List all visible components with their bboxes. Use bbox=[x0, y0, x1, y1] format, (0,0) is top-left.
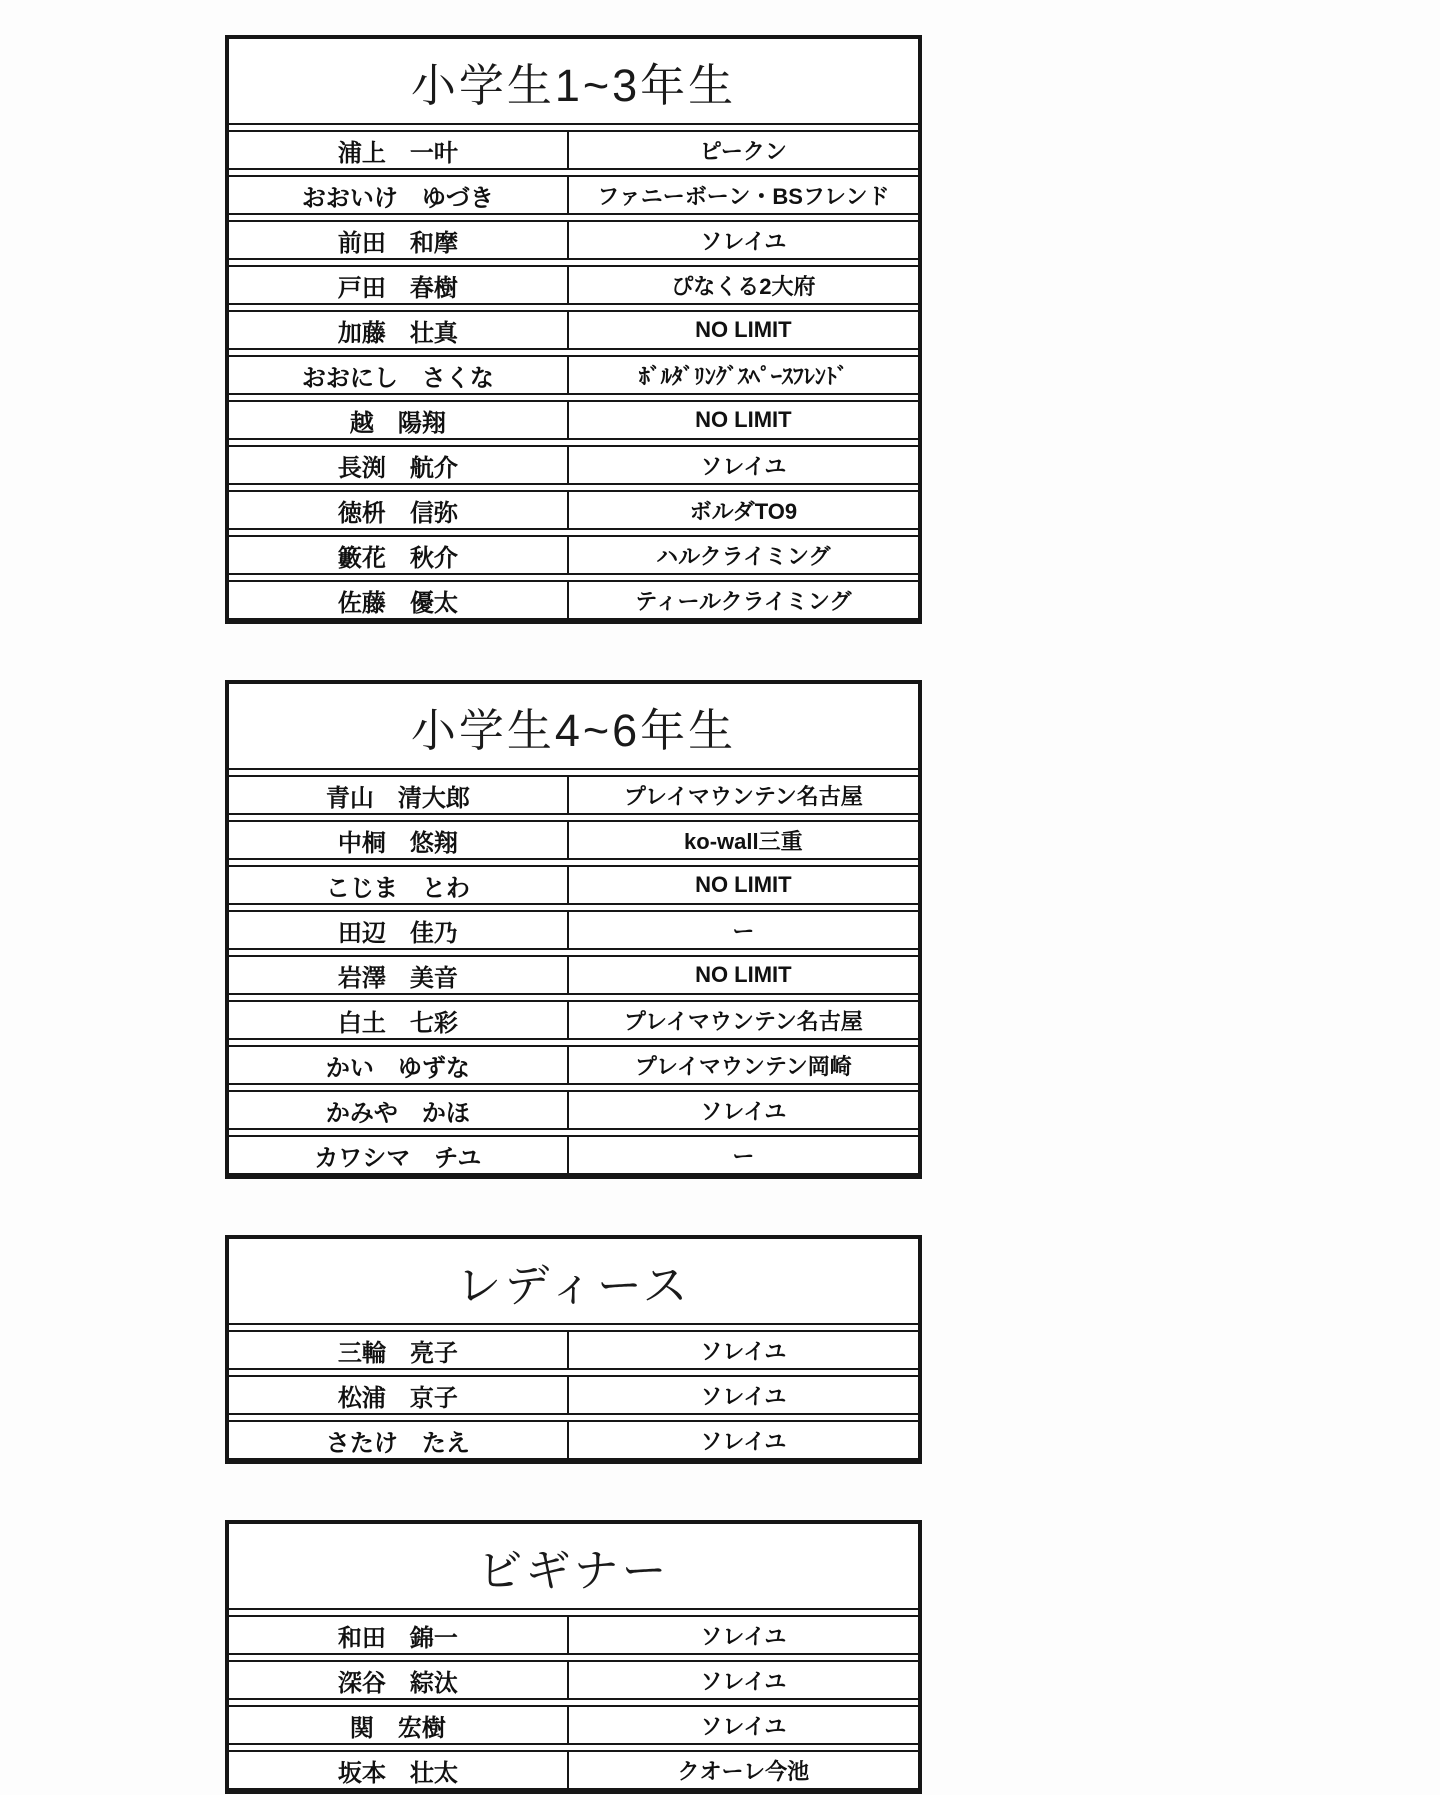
participant-name: 越 陽翔 bbox=[229, 402, 569, 438]
participant-rows bbox=[229, 1615, 918, 1790]
participant-name: 戸田 春樹 bbox=[229, 267, 569, 303]
participant-name: 岩澤 美音 bbox=[229, 957, 569, 993]
team-name: NO LIMIT bbox=[695, 317, 792, 342]
team-name: プレイマウンテン名古屋 bbox=[623, 783, 863, 809]
participant-name: 和田 錦一 bbox=[229, 1617, 569, 1653]
participant-row bbox=[229, 1705, 918, 1745]
participant-name: カワシマ チユ bbox=[229, 1137, 569, 1173]
participant-name: 加藤 壮真 bbox=[229, 312, 569, 348]
team-name: ピークン bbox=[699, 138, 787, 164]
team-name: NO LIMIT bbox=[695, 872, 792, 897]
participant-name: 関 宏樹 bbox=[229, 1707, 569, 1743]
participant-name: 青山 清大郎 bbox=[229, 777, 569, 813]
team-name: ソレイユ bbox=[700, 1713, 787, 1739]
participant-row bbox=[229, 265, 918, 305]
participant-rows bbox=[229, 775, 918, 1175]
participant-row bbox=[229, 445, 918, 485]
participant-name: 徳枡 信弥 bbox=[229, 492, 569, 528]
participant-name: 佐藤 優太 bbox=[229, 582, 569, 618]
participant-rows bbox=[229, 130, 918, 620]
team-name: ソレイユ bbox=[700, 1623, 787, 1649]
team-name: ソレイユ bbox=[700, 1383, 787, 1409]
participant-name: 坂本 壮太 bbox=[229, 1752, 569, 1788]
participant-name: さたけ たえ bbox=[229, 1422, 569, 1458]
participant-row bbox=[229, 580, 918, 620]
team-name: ko-wall三重 bbox=[684, 828, 803, 854]
participant-row bbox=[229, 310, 918, 350]
team-name: ﾎﾞﾙﾀﾞﾘﾝｸﾞｽﾍﾟｰｽﾌﾚﾝﾄﾞ bbox=[638, 363, 848, 389]
team-name: ー bbox=[732, 1143, 755, 1169]
participant-row bbox=[229, 355, 918, 395]
team-name: ー bbox=[732, 918, 755, 944]
participant-row bbox=[229, 490, 918, 530]
team-name: ハルクライミング bbox=[656, 543, 831, 569]
team-name: ソレイユ bbox=[700, 1338, 787, 1364]
participant-name: 白土 七彩 bbox=[229, 1002, 569, 1038]
participant-row bbox=[229, 1375, 918, 1415]
participant-name: こじま とわ bbox=[229, 867, 569, 903]
participant-row bbox=[229, 1750, 918, 1790]
team-name: ソレイユ bbox=[700, 1428, 787, 1454]
team-name: プレイマウンテン岡崎 bbox=[634, 1053, 852, 1079]
participant-name: おおいけ ゆづき bbox=[229, 177, 569, 213]
category-table bbox=[225, 680, 922, 1179]
participant-row bbox=[229, 1660, 918, 1700]
participant-row bbox=[229, 175, 918, 215]
participant-name: 前田 和摩 bbox=[229, 222, 569, 258]
team-name: ぴなくる2大府 bbox=[671, 273, 816, 299]
participant-row bbox=[229, 955, 918, 995]
participant-row bbox=[229, 535, 918, 575]
participant-row bbox=[229, 1615, 918, 1655]
participant-row bbox=[229, 1090, 918, 1130]
team-name: ソレイユ bbox=[700, 1668, 787, 1694]
team-name: ソレイユ bbox=[700, 453, 787, 479]
participant-name: 田辺 佳乃 bbox=[229, 912, 569, 948]
category-table bbox=[225, 35, 922, 624]
participant-name: 籔花 秋介 bbox=[229, 537, 569, 573]
participant-name: おおにし さくな bbox=[229, 357, 569, 393]
team-name: ボルダTO9 bbox=[689, 498, 798, 524]
participant-row bbox=[229, 865, 918, 905]
category-title: ビギナー bbox=[229, 1524, 918, 1610]
team-name: ソレイユ bbox=[700, 1098, 787, 1124]
participant-row bbox=[229, 775, 918, 815]
participant-row bbox=[229, 130, 918, 170]
team-name: ソレイユ bbox=[700, 228, 787, 254]
team-name: プレイマウンテン名古屋 bbox=[623, 1008, 863, 1034]
team-name: NO LIMIT bbox=[695, 962, 792, 987]
participant-name: 松浦 京子 bbox=[229, 1377, 569, 1413]
category-title: 小学生4~6年生 bbox=[229, 684, 918, 770]
team-name: クオーレ今池 bbox=[677, 1758, 810, 1784]
participant-row bbox=[229, 220, 918, 260]
participant-row bbox=[229, 1420, 918, 1460]
participant-name: 三輪 亮子 bbox=[229, 1332, 569, 1368]
team-name: ティールクライミング bbox=[635, 588, 852, 614]
participant-row bbox=[229, 910, 918, 950]
participant-name: 中桐 悠翔 bbox=[229, 822, 569, 858]
participant-row bbox=[229, 1000, 918, 1040]
participant-name: 浦上 一叶 bbox=[229, 132, 569, 168]
participant-row bbox=[229, 1330, 918, 1370]
participant-name: 長渕 航介 bbox=[229, 447, 569, 483]
category-title: レディース bbox=[229, 1239, 918, 1325]
participant-row bbox=[229, 820, 918, 860]
category-table bbox=[225, 1520, 922, 1794]
team-name: NO LIMIT bbox=[695, 407, 792, 432]
category-title: 小学生1~3年生 bbox=[229, 39, 918, 125]
participant-name: かい ゆずな bbox=[229, 1047, 569, 1083]
category-table bbox=[225, 1235, 922, 1464]
team-name: ファニーボーン・BSフレンド bbox=[597, 183, 890, 209]
participant-row bbox=[229, 400, 918, 440]
participant-rows bbox=[229, 1330, 918, 1460]
participant-name: 深谷 綜汰 bbox=[229, 1662, 569, 1698]
participant-row bbox=[229, 1045, 918, 1085]
participant-name: かみや かほ bbox=[229, 1092, 569, 1128]
category-tables-container bbox=[225, 35, 922, 1795]
participant-row bbox=[229, 1135, 918, 1175]
